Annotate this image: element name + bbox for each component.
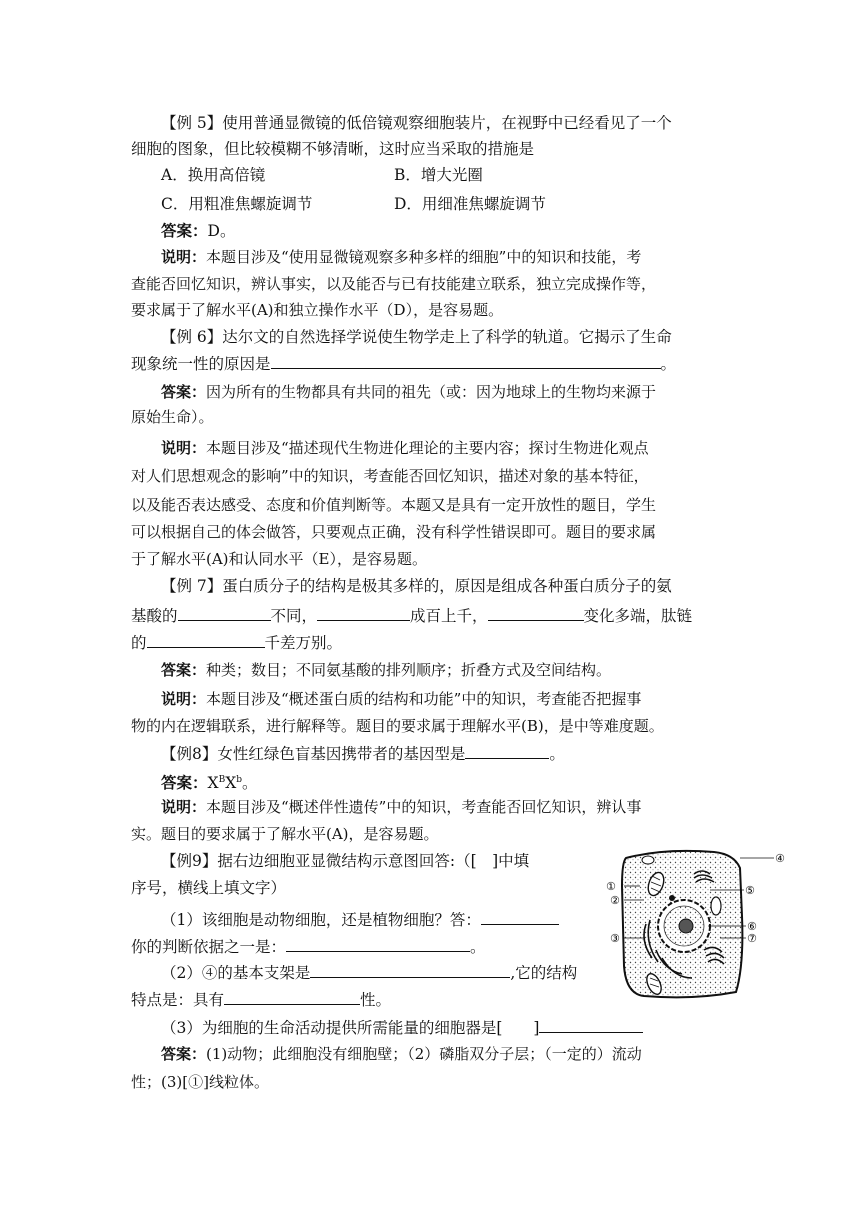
- vesicle: [642, 856, 654, 864]
- answer-label: 答案：: [161, 221, 208, 240]
- ex6-explanation-line4: 可以根据自己的体会做答，只要观点正确，没有科学性错误即可。题目的要求属: [131, 523, 657, 541]
- ex7-question-line1: 【例 7】蛋白质分子的结构是极其多样的，原因是组成各种蛋白质分子的氨: [161, 577, 672, 595]
- ex7-explanation-line2: 物的内在逻辑联系，进行解释等。题目的要求属于理解水平(B)，是中等难度题。: [131, 717, 664, 735]
- ex9-answer-line2: 性；(3)[①]线粒体。: [131, 1073, 269, 1091]
- ex6-explanation-line5: 于了解水平(A)和认同水平（E），是容易题。: [131, 550, 427, 568]
- answer-label: 答案：: [161, 773, 208, 793]
- ex6-question-text2: 现象统一性的原因是: [131, 355, 271, 373]
- ex7-answer-text: 种类；数目；不同氨基酸的排列顺序；折叠方式及空间结构。: [206, 661, 612, 679]
- ex7-answer: [161, 660, 611, 680]
- ex5-option-a: A．换用高倍镜: [161, 166, 266, 184]
- ex7-blank-3: [488, 605, 584, 621]
- ex8-answer-end: 。: [242, 774, 258, 793]
- answer-label: 答案：: [161, 661, 207, 679]
- ex9-blank-1: [481, 909, 559, 925]
- ex5-explanation-line3: 要求属于了解水平(A)和独立操作水平（D），是容易题。: [131, 301, 504, 319]
- ex5-explanation-line2: 查能否回忆知识，辨认事实，以及能否与已有技能建立联系，独立完成操作等，: [131, 275, 657, 293]
- ex9-sub2-line2: [131, 989, 391, 1010]
- ex9-question-line1: 【例9】据右边细胞亚显微结构示意图回答:（[ ]中填: [161, 852, 530, 870]
- ex7-text-a: 基酸的: [131, 607, 178, 625]
- ex6-answer-text1: 因为所有的生物都具有共同的祖先（或：因为地球上的生物均来源于: [206, 383, 657, 401]
- ex7-explanation-line1: [161, 689, 641, 709]
- label-6: ⑥: [747, 920, 757, 933]
- ex8-answer: [161, 770, 258, 793]
- ex9-sub3: [161, 1017, 643, 1038]
- ex5-question-line1: 【例 5】使用普通显微镜的低倍镜观察细胞装片，在视野中已经看见了一个: [161, 114, 672, 132]
- ex7-text-e: 的: [131, 634, 147, 652]
- answer-label: 答案：: [161, 383, 207, 401]
- ex8-explanation-line2: 实。题目的要求属于了解水平(A)，是容易题。: [131, 825, 439, 843]
- ex7-question-line3: [131, 632, 342, 653]
- explanation-label: 说明：: [161, 439, 207, 457]
- genotype-sup-b-upper: B: [218, 775, 226, 785]
- ex7-text-c: 成百上千，: [410, 607, 488, 625]
- ex9-answer-line1: [161, 1044, 642, 1064]
- ex6-explanation-line1: [161, 438, 649, 458]
- animal-cell-diagram: [604, 846, 794, 1004]
- ex9-sub2-end: 性。: [360, 991, 392, 1009]
- label-1: ①: [606, 880, 616, 893]
- ex9-sub3-text: （3）为细胞的生命活动提供所需能量的细胞器是[ ]: [161, 1019, 540, 1037]
- ex7-blank-4: [147, 632, 265, 648]
- explanation-label: 说明：: [161, 690, 207, 708]
- ex9-question-line2: 序号，横线上填文字）: [131, 879, 287, 897]
- ex7-blank-1: [178, 605, 271, 621]
- label-7: ⑦: [747, 932, 757, 945]
- ex9-blank-4: [224, 989, 360, 1005]
- ex7-text-f: 千差万别。: [264, 634, 343, 652]
- ex5-option-d: D．用细准焦螺旋调节: [394, 195, 546, 213]
- ex7-text-d: 变化多端，肽链: [583, 607, 693, 625]
- ex9-sub1-text: （1）该细胞是动物细胞，还是植物细胞？答：: [161, 911, 481, 929]
- ex6-explanation-line3: 以及能否表达感受、态度和价值判断等。本题又是具有一定开放性的题目，学生: [131, 496, 657, 514]
- label-2: ②: [610, 894, 620, 907]
- ex6-explanation-text1: 本题目涉及“描述现代生物进化理论的主要内容；探讨生物进化观点: [206, 439, 649, 457]
- centriole: [669, 895, 675, 901]
- explanation-label: 说明：: [161, 248, 207, 266]
- ex8-explanation-text1: 本题目涉及“概述伴性遗传”中的知识，考查能否回忆知识，辨认事: [206, 798, 642, 816]
- ex8-question-text: 【例8】女性红绿色盲基因携带者的基因型是: [161, 745, 466, 763]
- ex5-answer: [161, 221, 235, 241]
- ex8-question: [161, 743, 565, 764]
- ex9-sub2-text2: 特点是：具有: [131, 991, 225, 1009]
- ex8-explanation-line1: [161, 797, 641, 817]
- ex7-text-b: 不同，: [270, 607, 318, 625]
- ex9-blank-2: [286, 936, 470, 952]
- explanation-label: 说明：: [161, 798, 207, 816]
- ex9-sub1-end: 。: [470, 938, 486, 956]
- ex5-option-b: B．增大光圈: [394, 166, 483, 184]
- genotype-x1: X: [207, 774, 219, 793]
- ex9-sub2-text-end: ,它的结构: [510, 964, 578, 982]
- ex6-blank: [271, 353, 661, 369]
- ex5-answer-text: D。: [207, 222, 236, 240]
- ex6-answer-line1: [161, 382, 656, 402]
- ex7-explanation-text1: 本题目涉及“概述蛋白质的结构和功能”中的知识，考查能否把握事: [206, 690, 642, 708]
- ex9-sub1-text2: 你的判断依据之一是：: [131, 938, 287, 956]
- nucleolus: [679, 919, 693, 933]
- ex6-explanation-line2: 对人们思想观念的影响”中的知识，考查能否回忆知识，描述对象的基本特征，: [131, 467, 649, 485]
- answer-label: 答案：: [161, 1045, 207, 1063]
- ex6-question-end: 。: [660, 355, 677, 373]
- ex5-explanation-text1: 本题目涉及“使用显微镜观察多种多样的细胞”中的知识和技能，考: [206, 248, 642, 266]
- ex6-question-line1: 【例 6】达尔文的自然选择学说使生物学走上了科学的轨道。它揭示了生命: [161, 328, 672, 346]
- ex7-question-line2: [131, 605, 692, 626]
- ex6-question-line2: [131, 353, 676, 374]
- genotype-sup-b-lower: b: [236, 775, 242, 785]
- ex5-option-c: C．用粗准焦螺旋调节: [161, 195, 313, 213]
- label-4: ④: [775, 852, 785, 865]
- mitochondrion-right: [711, 897, 721, 915]
- label-3: ③: [610, 932, 620, 945]
- ex9-sub1-line1: [161, 909, 559, 930]
- ex9-sub2-text: （2）④的基本支架是: [161, 964, 311, 982]
- ex9-blank-3: [310, 962, 510, 978]
- label-5: ⑤: [745, 884, 755, 897]
- ex9-sub2-line1: [161, 962, 577, 983]
- ex5-explanation-line1: [161, 247, 641, 267]
- ex9-sub1-line2: [131, 936, 486, 957]
- ex5-question-line2: 细胞的图象，但比较模糊不够清晰，这时应当采取的措施是: [131, 140, 535, 158]
- ex9-blank-5: [539, 1017, 643, 1033]
- ex6-answer-line2: 原始生命）。: [131, 408, 214, 426]
- ex8-blank: [465, 743, 549, 759]
- genotype-x2: X: [225, 774, 237, 793]
- ex9-answer-text1: (1)动物；此细胞没有细胞壁；（2）磷脂双分子层；（一定的）流动: [206, 1045, 642, 1063]
- ex7-blank-2: [317, 605, 410, 621]
- ex8-question-end: 。: [549, 745, 565, 763]
